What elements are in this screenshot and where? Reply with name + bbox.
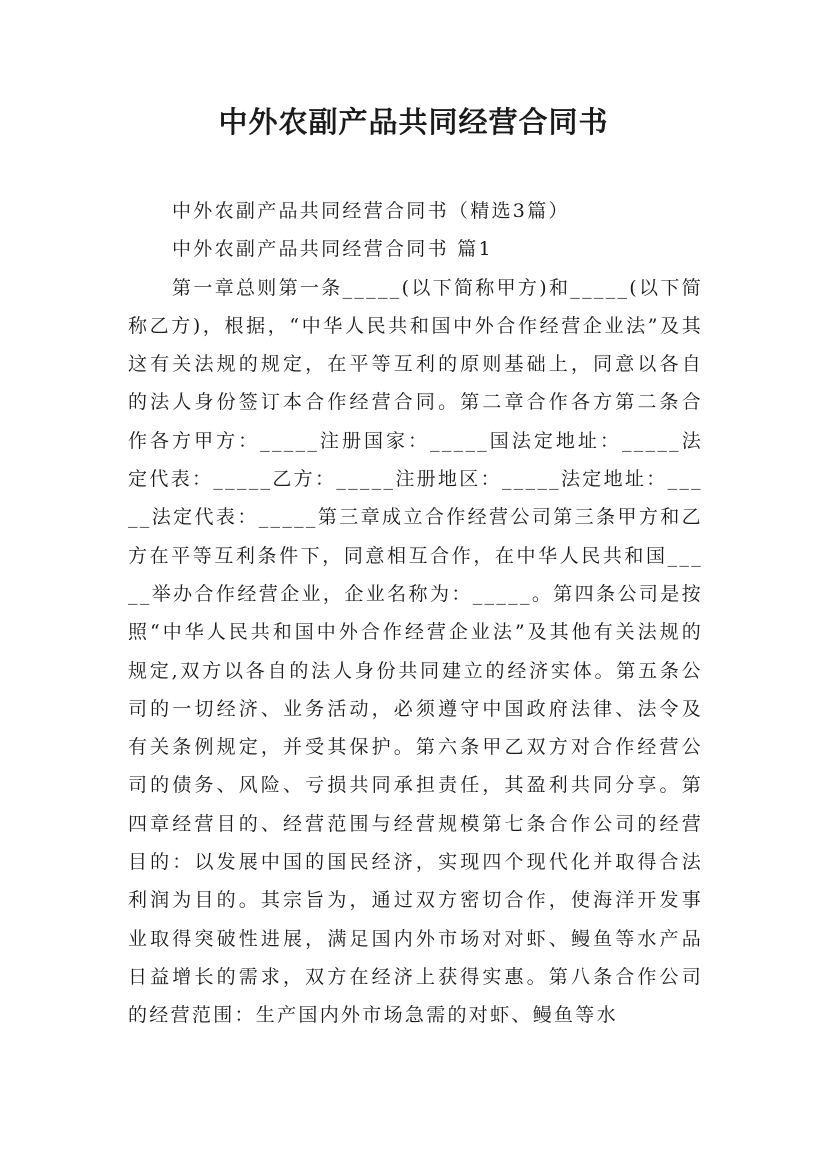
document-body: [128, 192, 703, 1035]
subtitle-paragraph: 中外农副产品共同经营合同书（精选3篇）: [172, 200, 570, 222]
contract-body-paragraph: 第一章总则第一条_____(以下简称甲方)和_____(以下简称乙方)，根据，“中华人民共和国中外合作经营企业法”及其这有关法规的规定，在平等互利的原则基础上，同意以各自的法人身份签订本合作经营合同。第二章合作各方第二条合作各方甲方：_____注册国家：_____国法定地址：_____法定代表：_____乙方：_____注册地区：_____法定地址：_____法定代表：_____第三章成立合作经营公司第三条甲方和乙方在平等互利条件下，同意相互合作，在中华人民共和国_____举办合作经营企业，企业名称为：_____。第四条公司是按照“中华人民共和国中外合作经营企业法”及其他有关法规的规定,双方以各自的法人身份共同建立的经济实体。第五条公司的一切经济、业务活动，必须遵守中国政府法律、法令及有关条例规定，并受其保护。第六条甲乙双方对合作经营公司的债务、风险、亏损共同承担责任，其盈利共同分享。第四章经营目的、经营范围与经营规模第七条合作公司的经营目的：以发展中国的国民经济，实现四个现代化并取得合法利润为目的。其宗旨为，通过双方密切合作，使海洋开发事业取得突破性进展，满足国内外市场对对虾、鳗鱼等水产品日益增长的需求，双方在经济上获得实惠。第八条合作公司的经营范围：生产国内外市场急需的对虾、鳗鱼等水: [128, 276, 703, 1027]
document-title: 中外农副产品共同经营合同书: [218, 105, 609, 139]
section-heading-paragraph: 中外农副产品共同经营合同书 篇1: [172, 238, 493, 261]
